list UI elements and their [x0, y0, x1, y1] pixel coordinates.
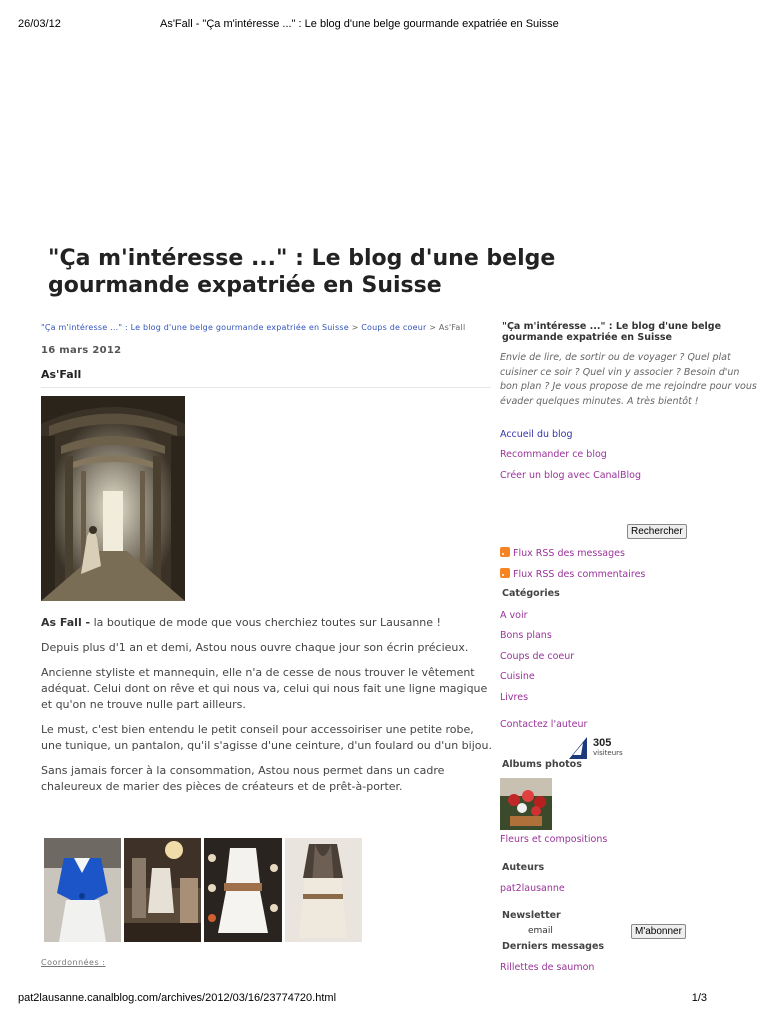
- breadcrumb-separator: >: [351, 323, 359, 332]
- rss-comments-link[interactable]: [500, 568, 645, 580]
- post-lead-bold: As Fall -: [41, 616, 91, 629]
- post-main-photo[interactable]: [41, 396, 185, 601]
- post-paragraph: Ancienne styliste et mannequin, elle n'a de cesse de nous trouver le vêtement adéquat. Celui dont on rêve et qui nous va, celui qui nous fait une ligne magique et qu'on ne trouve nulle part ailleurs.: [41, 666, 488, 711]
- recent-post-link[interactable]: Rillettes de saumon: [500, 962, 595, 973]
- print-page-number: 1/3: [691, 992, 707, 1004]
- rss-icon: [500, 568, 510, 578]
- print-date: 26/03/12: [18, 18, 61, 30]
- post-paragraph-lead: [41, 615, 493, 631]
- album-thumbnail[interactable]: [500, 778, 552, 830]
- rss-posts-label: Flux RSS des messages: [513, 548, 625, 559]
- breadcrumb-current: As'Fall: [438, 323, 466, 332]
- sidebar-link-create-blog[interactable]: Créer un blog avec CanalBlog: [500, 470, 642, 481]
- rss-posts-link[interactable]: [500, 547, 625, 559]
- gallery-photo-scarf[interactable]: [285, 838, 362, 942]
- categories-heading: Catégories: [502, 588, 560, 599]
- newsletter-heading: Newsletter: [502, 910, 561, 921]
- post-body: [41, 615, 493, 804]
- rss-comments-label: Flux RSS des commentaires: [513, 569, 646, 580]
- category-link[interactable]: Bons plans: [500, 630, 552, 641]
- post-paragraph: Depuis plus d'1 an et demi, Astou nous ouvre chaque jour son écrin précieux.: [41, 641, 469, 654]
- visitor-label: visiteurs: [593, 749, 623, 757]
- category-link[interactable]: Cuisine: [500, 671, 535, 682]
- sidebar-link-home[interactable]: Accueil du blog: [500, 429, 573, 440]
- post-lead-text: la boutique de mode que vous cherchiez toutes sur Lausanne !: [90, 616, 441, 629]
- author-link[interactable]: pat2lausanne: [500, 883, 565, 894]
- gallery-photo-boutique[interactable]: [124, 838, 201, 942]
- post-date: 16 mars 2012: [41, 345, 122, 356]
- post-paragraph: Sans jamais forcer à la consommation, Astou nous permet dans un cadre chaleureux de marier des pièces de créateurs et de prêt-à-porter.: [41, 764, 445, 793]
- print-page-title: As'Fall - "Ça m'intéresse ..." : Le blog d'une belge gourmande expatriée en Suisse: [160, 18, 559, 30]
- category-link[interactable]: A voir: [500, 610, 528, 621]
- search-button[interactable]: Rechercher: [627, 524, 687, 539]
- gallery-photo-white-dress[interactable]: [204, 838, 282, 942]
- recent-posts-heading: Derniers messages: [502, 941, 605, 952]
- authors-heading: Auteurs: [502, 862, 545, 873]
- post-title[interactable]: As'Fall: [41, 368, 491, 388]
- visitor-count: 305: [593, 737, 612, 749]
- category-link[interactable]: Livres: [500, 692, 529, 703]
- rss-icon: [500, 547, 510, 557]
- print-url: pat2lausanne.canalblog.com/archives/2012/03/16/23774720.html: [18, 992, 337, 1004]
- contact-author-link[interactable]: Contactez l'auteur: [500, 719, 588, 730]
- subscribe-button[interactable]: M'abonner: [631, 924, 686, 939]
- breadcrumb-category-link[interactable]: Coups de coeur: [361, 323, 427, 332]
- albums-heading: Albums photos: [502, 759, 582, 770]
- sidebar: [500, 0, 757, 1024]
- sidebar-blog-title: "Ça m'intéresse ..." : Le blog d'une belge gourmande expatriée en Suisse: [502, 321, 722, 343]
- sidebar-link-recommend[interactable]: Recommander ce blog: [500, 449, 607, 460]
- breadcrumb-home-link[interactable]: "Ça m'intéresse ..." : Le blog d'une belge gourmande expatriée en Suisse: [41, 323, 349, 332]
- counter-icon: [569, 737, 587, 759]
- breadcrumb-separator: >: [429, 323, 437, 332]
- post-paragraph: Le must, c'est bien entendu le petit conseil pour accessoiriser une petite robe, une tunique, un pantalon, qu'il s'agisse d'une ceinture, d'un foulard ou d'un bijou.: [41, 723, 492, 752]
- coordinates-link[interactable]: Coordonnées :: [41, 958, 106, 967]
- breadcrumb: [41, 323, 465, 332]
- newsletter-email-label: email: [528, 926, 553, 936]
- album-link[interactable]: Fleurs et compositions: [500, 834, 608, 845]
- category-link[interactable]: Coups de coeur: [500, 651, 575, 662]
- blog-title: "Ça m'intéresse ..." : Le blog d'une belge gourmande expatriée en Suisse: [48, 246, 556, 298]
- visitor-counter: [569, 737, 623, 759]
- sidebar-blog-description: Envie de lire, de sortir ou de voyager ? Quel plat cuisiner ce soir ? Quel vin y associer ? Besoin d'un bon plan ? Je vous propose de me rejoindre pour vous évader quelques minutes. A très bientôt !: [500, 352, 757, 407]
- gallery-photo-blue-top[interactable]: [44, 838, 121, 942]
